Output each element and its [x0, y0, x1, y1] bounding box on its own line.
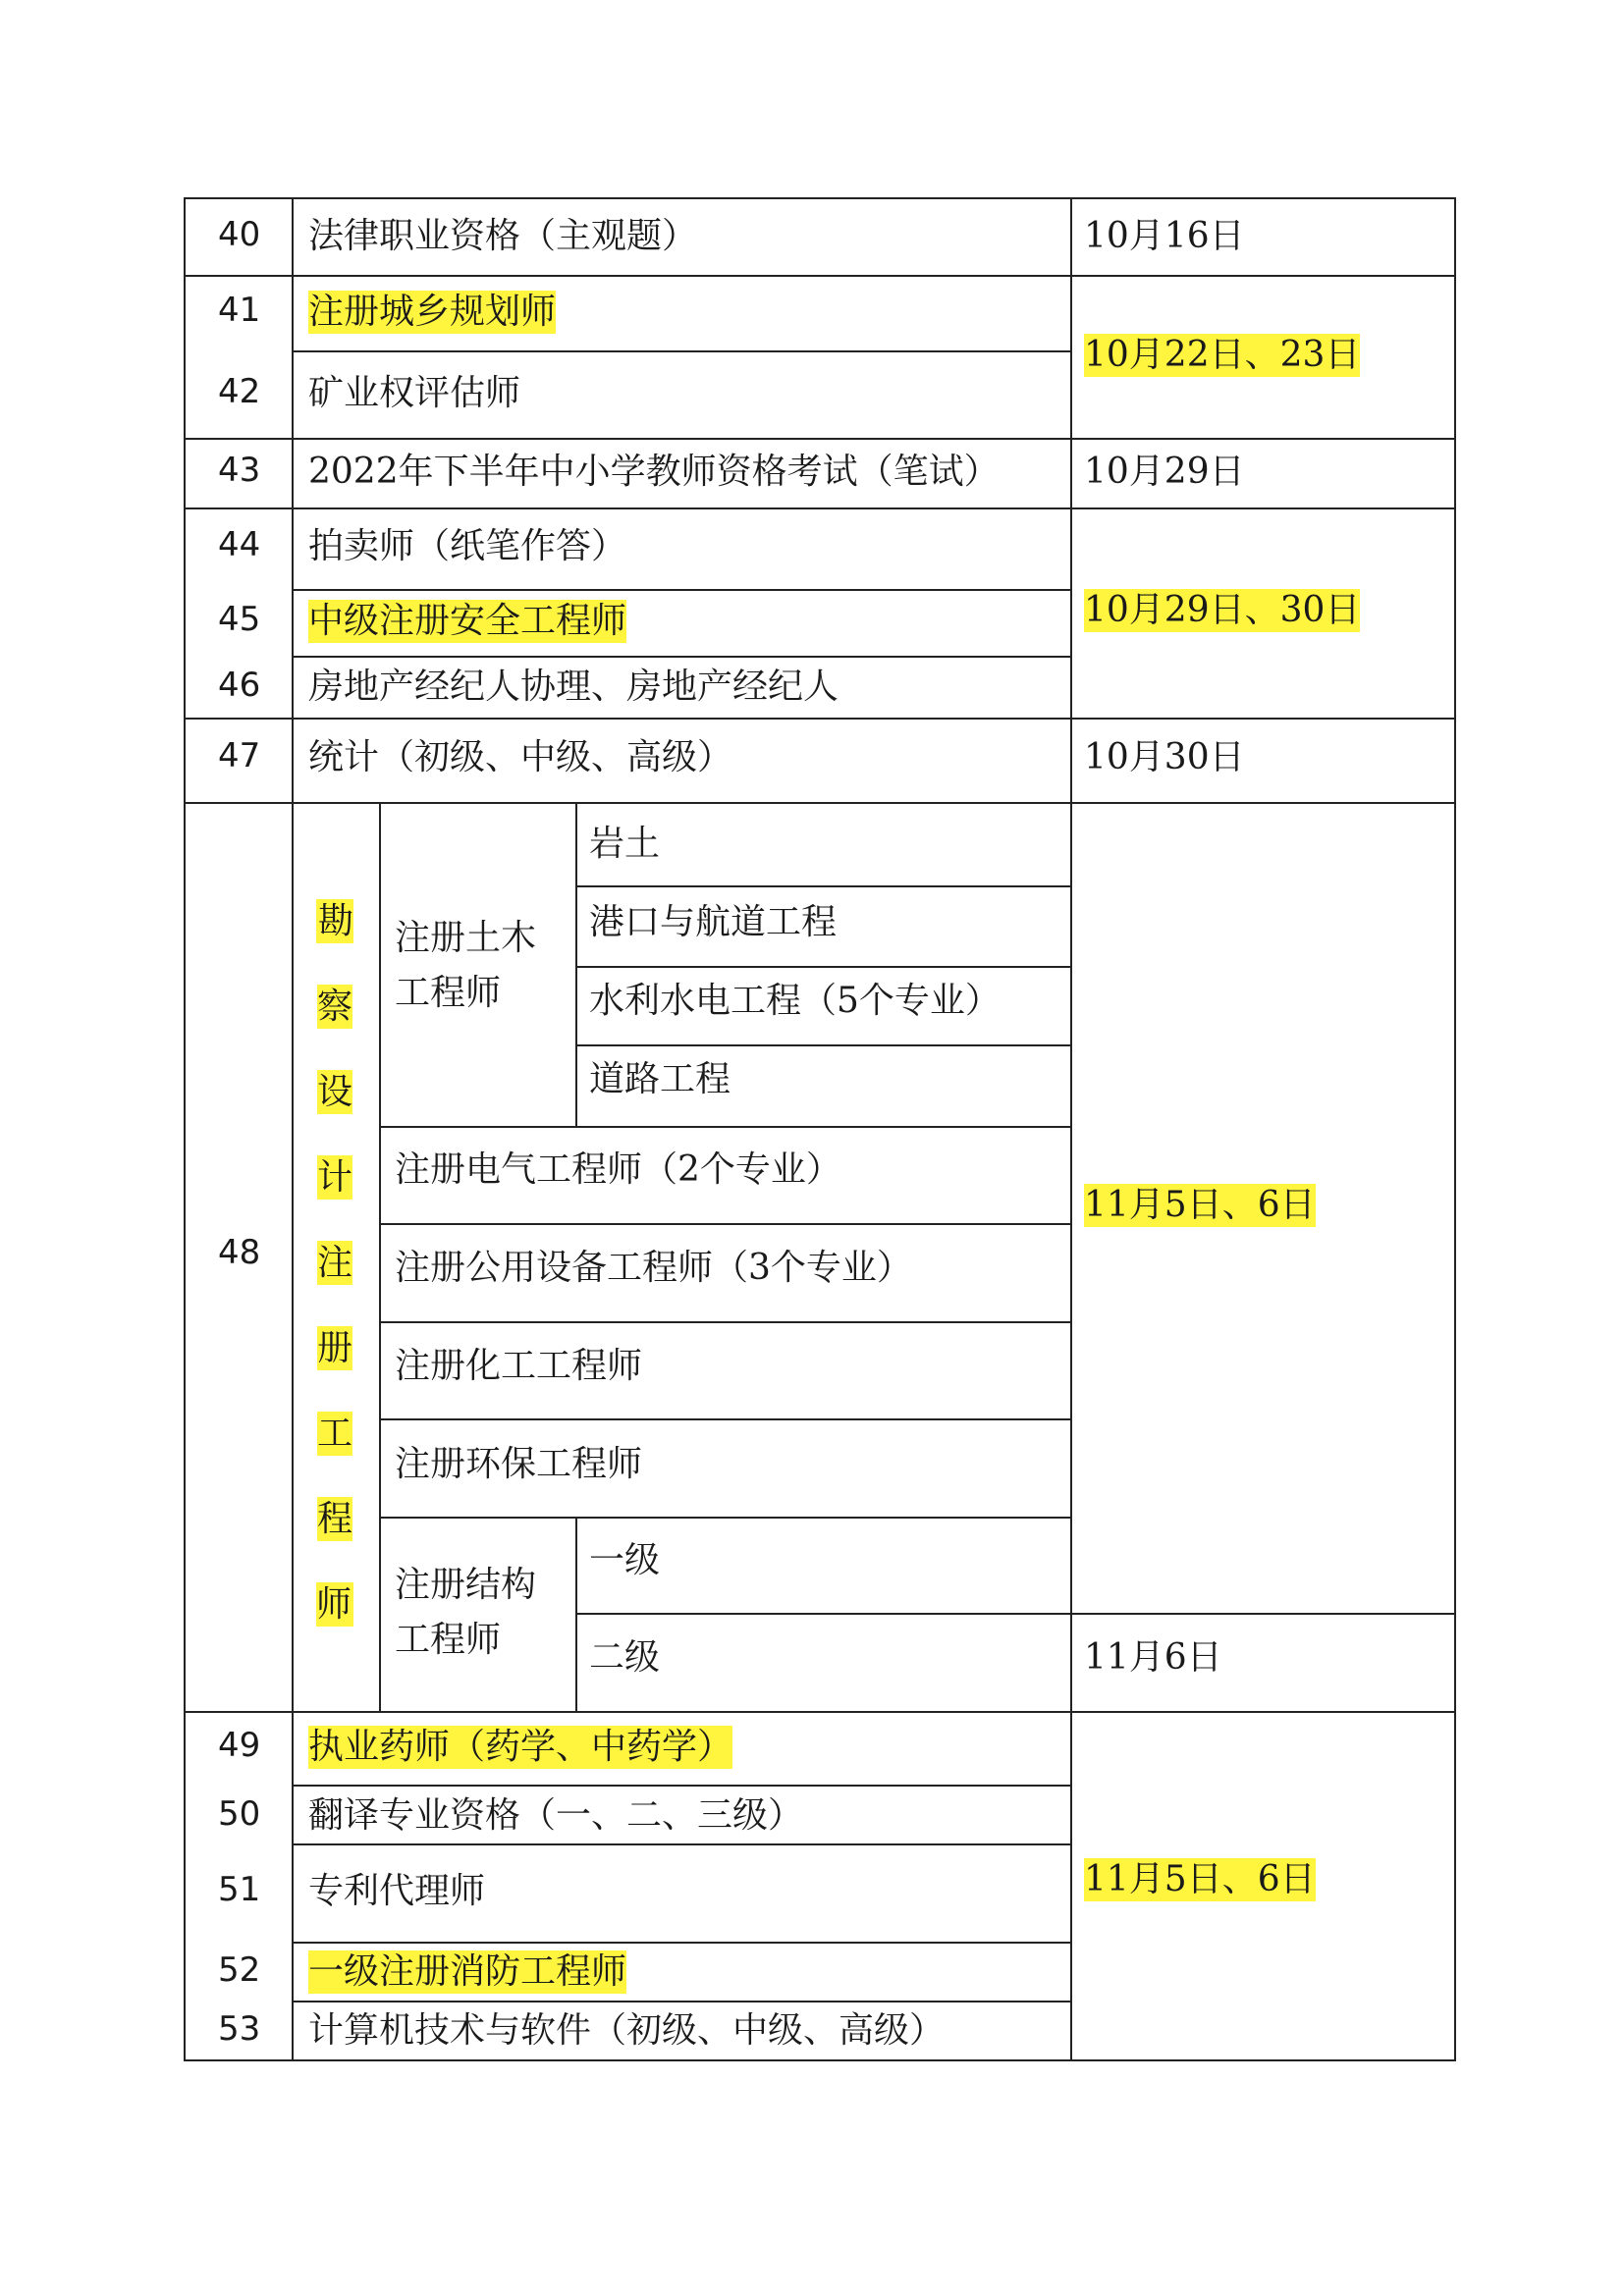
- row-number: 43: [218, 451, 261, 490]
- environmental-engineer: 注册环保工程师: [395, 1444, 643, 1484]
- exam-name-highlighted: 中级注册安全工程师: [308, 601, 627, 641]
- row-number: 45: [218, 600, 261, 639]
- exam-name: 房地产经纪人协理、房地产经纪人: [308, 667, 839, 707]
- exam-date: 10月29日: [1084, 452, 1245, 492]
- exam-date: 10月30日: [1084, 737, 1245, 777]
- exam-date: 10月16日: [1084, 216, 1245, 256]
- row-number: 50: [218, 1794, 261, 1834]
- structural-level: 一级: [589, 1540, 661, 1580]
- row-number: 42: [218, 372, 261, 411]
- row-number: 47: [218, 736, 261, 775]
- civil-subcategory: 岩土: [589, 824, 661, 864]
- exam-date-highlighted: 10月22日、23日: [1084, 335, 1361, 375]
- exam-name: 法律职业资格（主观题）: [308, 216, 698, 256]
- row-number: 49: [218, 1726, 261, 1765]
- row-number: 53: [218, 2009, 261, 2049]
- exam-name: 2022年下半年中小学教师资格考试（笔试）: [308, 452, 1000, 492]
- row-number: 48: [218, 1233, 261, 1272]
- utility-engineer: 注册公用设备工程师（3个专业）: [395, 1248, 912, 1288]
- row-number: 44: [218, 525, 261, 564]
- exam-date: 11月6日: [1084, 1637, 1222, 1678]
- exam-date-highlighted: 11月5日、6日: [1084, 1185, 1316, 1225]
- exam-name: 统计（初级、中级、高级）: [308, 737, 733, 777]
- exam-name-highlighted: 一级注册消防工程师: [308, 1951, 627, 1992]
- exam-name: 拍卖师（纸笔作答）: [308, 526, 627, 566]
- civil-engineer-label: 注册土木工程师: [395, 918, 537, 1013]
- civil-subcategory: 道路工程: [589, 1059, 731, 1099]
- group-48-category: 勘察设计注册工程师: [315, 901, 353, 1625]
- row-number: 46: [218, 666, 261, 705]
- exam-name: 计算机技术与软件（初级、中级、高级）: [308, 2010, 946, 2051]
- row-number: 52: [218, 1950, 261, 1990]
- structural-engineer-label: 注册结构工程师: [395, 1565, 537, 1660]
- row-number: 51: [218, 1870, 261, 1909]
- electrical-engineer: 注册电气工程师（2个专业）: [395, 1149, 841, 1190]
- chemical-engineer: 注册化工工程师: [395, 1346, 643, 1386]
- exam-name-highlighted: 注册城乡规划师: [308, 292, 557, 332]
- exam-name: 翻译专业资格（一、二、三级）: [308, 1795, 804, 1836]
- exam-name: 专利代理师: [308, 1871, 486, 1911]
- row-number: 41: [218, 291, 261, 330]
- exam-name-highlighted: 执业药师（药学、中药学）: [308, 1727, 733, 1767]
- civil-subcategory: 港口与航道工程: [589, 902, 838, 942]
- exam-date-highlighted: 10月29日、30日: [1084, 590, 1361, 630]
- structural-level: 二级: [589, 1637, 661, 1678]
- row-number: 40: [218, 215, 261, 254]
- exam-date-highlighted: 11月5日、6日: [1084, 1859, 1316, 1899]
- exam-name: 矿业权评估师: [308, 373, 521, 413]
- civil-subcategory: 水利水电工程（5个专业）: [589, 981, 1001, 1021]
